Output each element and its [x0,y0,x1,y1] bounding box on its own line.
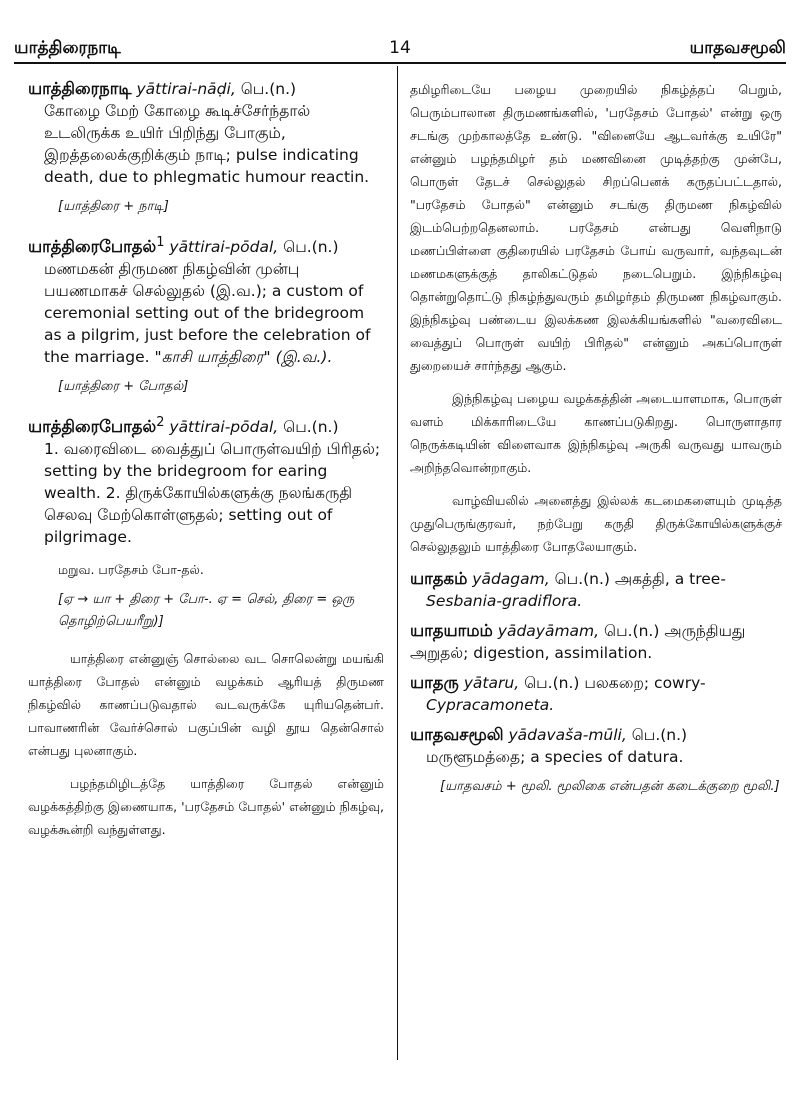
etymology: [யாதவசம் + மூலி. மூலிகை என்பதன் கடைக்குறை மூலி.] [440,779,780,794]
transliteration: yāttirai-pōdal, [169,238,279,257]
usage-quote: "காசி யாத்திரை" (இ.வ.). [154,348,333,367]
entry-yattirai-nadi [28,78,384,218]
transliteration: yādagam, [472,570,550,588]
definition: அருந்தியது அறுதல்; digestion, assimilation. [410,622,746,662]
commentary-paragraph: தமிழரிடையே பழைய முறையில் நிகழ்த்தப் பெறும், பெரும்பாலான திருமணங்களில், 'பரதேசம் போதல்' என்று ஒரு சடங்கு முற்காலத்தே உண்டு. "வினையே ஆடவர்க்கு உயிரே" என்னும் பழந்தமிழர் தம் மணவினை முடித்தற்கு முன்பே, பொருள் தேடச் செல்லுதல் சிறப்பெனக் கருதப்பட்டதால், "பரதேசம் போதல்" என்னும் சடங்கு திருமண நிகழ்வில் இடம்பெற்றதெனலாம். பரதேசம் என்பது வெளிநாடு மணப்பிள்ளை குதிரையில் பரதேசம் போய் வருவார், வந்தவுடன் மணமகளுக்குத் தாலிகட்டுதல் நடைபெறும். இந்நிகழ்வு தொன்றுதொட்டு நிகழ்ந்துவரும் தமிழர்தம் திருமண நிகழ்வாகும். இந்நிகழ்வு பண்டைய இலக்கண இலக்கியங்களில் "வரைவிடை வைத்துப் பொருள் வயிற் பிரிதல்" என்னும் அகப்பொருள் துறையைச் சார்ந்தது ஆகும். [410,82,782,373]
transliteration: yāttirai-pōdal, [169,418,279,437]
entry-yattirai-podal-2 [28,412,384,841]
commentary-paragraph: வாழ்வியலில் அனைத்து இல்லக் கடமைகளையும் முடித்த முதுபெருங்குரவர், நற்பேறு கருதி திருக்கோயில்களுக்குச் செல்லுதலும் யாத்திரை போதலேயாகும். [410,493,782,554]
part-of-speech: பெ.(n.) [524,674,580,692]
etymology: [ஏ → யா + திரை + போ-. ஏ = செல், திரை = ஒரு தொழிற்பெயரீறு)] [58,592,355,630]
part-of-speech: பெ.(n.) [554,570,610,588]
headword: யாத்திரைபோதல் [28,417,157,437]
definition: மருளூமத்தை; a species of datura. [426,748,684,766]
etymology: [யாத்திரை + போதல்] [58,379,189,395]
entry-yadavasamuli [410,724,782,798]
headword: யாதயாமம் [410,621,493,640]
definition: கோழை மேற் கோழை கூடிச்சேர்ந்தால் உடலிருக்க உயிர் பிறிந்து போகும், இறத்தலைக்குறிக்கும் நாடி; pulse indicating death, due to phlegmatic humour reactin. [44,102,370,186]
headword: யாதரு [410,673,459,692]
right-column [410,78,782,812]
commentary-paragraph: இந்நிகழ்வு பழைய வழக்கத்தின் அடையாளமாக, பொருள் வளம் மிக்காரிடையே காணப்படுகிறது. பொருளாதார நெருக்கடியின் விளைவாக இந்நிகழ்வு அருகி வருவது யாவரும் அறிந்தவொன்றாகும். [410,391,782,475]
transliteration: yādavaša-mūli, [508,726,627,744]
definition: அகத்தி, a tree- [614,570,726,588]
homonym-number: 1 [156,235,165,250]
headword: யாதவசமூலி [410,725,504,744]
page-header [14,30,786,64]
scientific-name: Sesbania-gradiflora. [426,592,583,610]
part-of-speech: பெ.(n.) [604,622,660,640]
etymology: [யாத்திரை + நாடி] [58,199,169,214]
commentary-paragraph: பழந்தமிழிடத்தே யாத்திரை போதல் என்னும் வழக்கத்திற்கு இணையாக, 'பரதேசம் போதல்' என்னும் நிகழ்வு, வழக்கூன்றி வந்துள்ளது. [28,776,384,838]
variant-note: மறுவ. பரதேசம் போ-தல். [58,562,204,578]
scientific-name: Cypracamoneta. [426,696,555,714]
left-column [28,78,384,851]
part-of-speech: பெ.(n.) [631,726,688,744]
transliteration: yātaru, [463,674,520,692]
definition: மணமகன் திருமண நிகழ்வின் முன்பு பயணமாகச் செல்லுதல் (இ.வ.); a custom of ceremonial setting out of the bridegroom as a pilgrim, just before the celebration of the marriage. "காசி யாத்திரை" (இ.வ.). [44,260,371,367]
part-of-speech: பெ.(n.) [283,238,339,257]
definition: 1. வரைவிடை வைத்துப் பொருள்வயிற் பிரிதல்; setting by the bridegroom for earing wealth. 2. திருக்கோயில்களுக்கு நலங்கருதி செலவு மேற்கொள்ளுதல்; setting out of pilgrimage. [44,440,381,547]
header-left-guideword: யாத்திரைநாடி [14,38,121,58]
column-divider [397,66,398,1060]
headword: யாதகம் [410,569,468,588]
transliteration: yādayāmam, [497,622,600,640]
homonym-number: 2 [156,415,165,431]
header-right-guideword: யாதவசமூலி [689,38,786,58]
headword: யாத்திரைநாடி [28,79,132,98]
entry-yataru [410,672,782,716]
entry-yattirai-podal-1 [28,232,384,398]
entry-yadagam [410,568,782,612]
page-number: 14 [389,38,411,58]
entry-yadayamam [410,620,782,664]
part-of-speech: பெ.(n.) [240,80,297,98]
definition: பலகறை; cowry- [584,674,706,692]
part-of-speech: பெ.(n.) [283,418,339,437]
headword: யாத்திரைபோதல் [28,237,157,257]
commentary-paragraph: யாத்திரை என்னுஞ் சொல்லை வட சொலென்று மயங்கி யாத்திரை போதல் என்னும் வழக்கம் ஆரியத் திருமண நிகழ்வில் காணப்படுவதால் வடவருக்கே யுரியதென்பர். பாவாணரின் வேர்ச்சொல் பகுப்பின் வழி தூய தென்சொல் என்பது புலனாகும். [28,651,384,759]
transliteration: yāttirai-nāḍi, [136,80,236,98]
